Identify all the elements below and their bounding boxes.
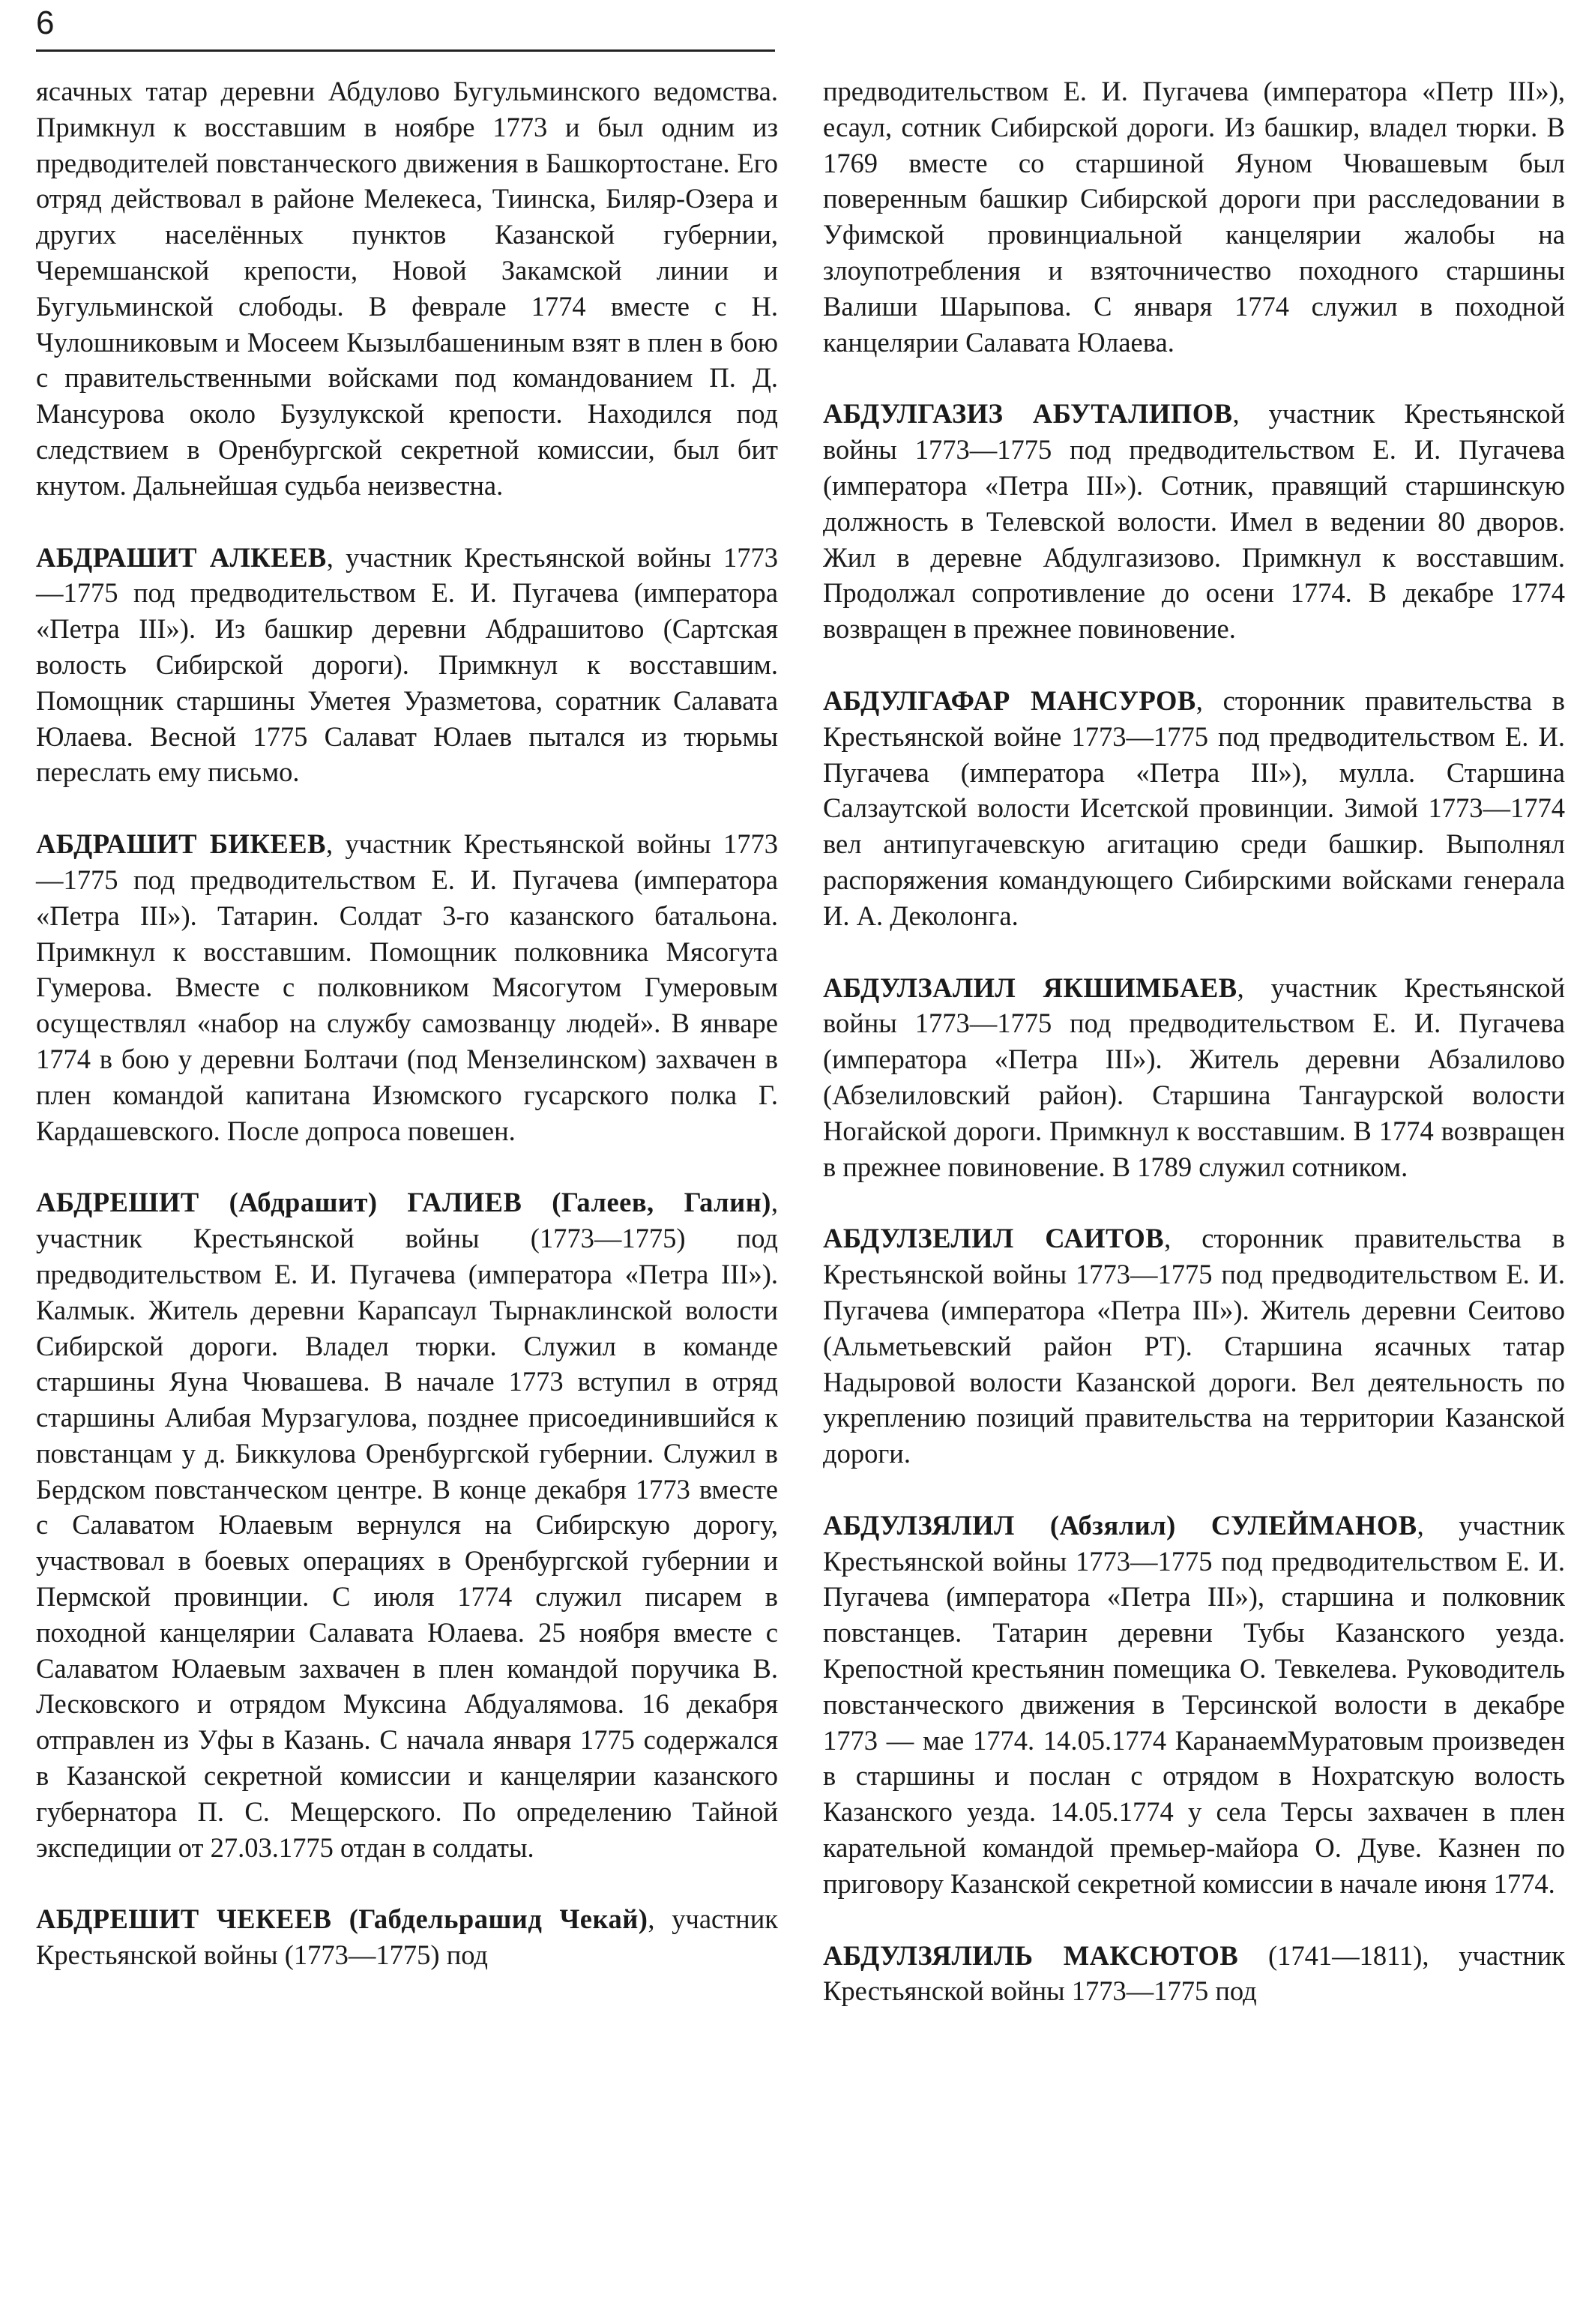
entry-text: , участник Крестьянской войны 1773—1775 под предводительством Е. И. Пугачева (императора «Петра III»). Житель деревни Абзалилово (Абзелиловский район). Старшина Тангаурской волости Ногайской дороги. Примкнул к восставшим. В 1774 возвращен в прежнее повиновение. В 1789 служил сотником. [823, 972, 1566, 1182]
entry-headword: АБДУЛЗАЛИЛ ЯКШИМБАЕВ [823, 972, 1237, 1003]
entry-headword: АБДРЕШИТ ЧЕКЕЕВ (Габдельрашид Чекай) [36, 1903, 648, 1935]
entry-abdulgafar-mansurov [823, 683, 1565, 934]
entry-abdulgaziz-abutalipov [823, 396, 1565, 647]
right-column [823, 73, 1565, 2045]
entry-abdulzyalil-suleymanov [823, 1508, 1565, 1902]
entry-abdulzelil-saitov [823, 1220, 1565, 1472]
entry-continuation [36, 73, 778, 504]
entry-text: , участник Крестьянской войны 1773—1775 под предводительством Е. И. Пугачева (императора «Петра III»). Татарин. Солдат 3-го казанского батальона. Примкнул к восставшим. Помощник полковника Мясогута Гумерова. Вместе с полковником Мясогутом Гумеровым осуществлял «набор на службу самозванцу людей». В январе 1774 в бою у деревни Болтачи (под Мензелинском) захвачен в плен командой капитана Изюмского гусарского полка Г. Кардашевского. После допроса повешен. [36, 828, 778, 1146]
entry-abdrashit-bikeev [36, 826, 778, 1149]
entry-abdulzalil-yakshimbaev [823, 970, 1565, 1185]
entry-headword: АБДУЛГАФАР МАНСУРОВ [823, 684, 1196, 716]
entry-continuation [823, 73, 1565, 360]
entry-text: , сторонник правительства в Крестьянской войны 1773—1775 под предводительством Е. И. Пугачева (императора «Петра III»). Житель деревни Сеитово (Альметьевский район РТ). Старшина ясачных татар Надыровой волости Казанской дороги. Вел деятельность по укреплению позиций правительства на территории Казанской дороги. [823, 1223, 1565, 1469]
entry-text: , сторонник правительства в Крестьянской войне 1773—1775 под предводительством Е. И. Пугачева (императора «Петра III»), мулла. Старшина Салзаутской волости Исетской провинции. Зимой 1773—1774 вел антипугачевскую агитацию среди башкир. Выполнял распоряжения командующего Сибирскими войсками генерала И. А. Деколонга. [823, 684, 1565, 931]
entry-text: , участник Крестьянской войны (1773—1775) под [36, 1903, 778, 1971]
entry-text: , участник Крестьянской войны 1773—1775 под предводительством Е. И. Пугачева (императора «Петра III»). Сотник, правящий старшинскую должность в Телевской волости. Имел в ведении 80 дворов. Жил в деревне Абдулгазизово. Примкнул к восставшим. Продолжал сопротивление до осени 1774. В декабре 1774 возвращен в прежнее повиновение. [823, 398, 1566, 645]
entry-headword: АБДУЛЗЯЛИЛЬ МАКСЮТОВ [823, 1939, 1239, 1971]
entry-headword: АБДУЛГАЗИЗ АБУТАЛИПОВ [823, 398, 1233, 430]
entry-headword: АБДУЛЗЯЛИЛ (Абзялил) СУЛЕЙМАНОВ [823, 1509, 1417, 1541]
entry-headword: АБДРАШИТ АЛКЕЕВ [36, 541, 327, 573]
entry-headword: АБДРЕШИТ (Абдрашит) ГАЛИЕВ (Галеев, Галин) [36, 1187, 771, 1218]
entry-abdreshit-galiev [36, 1184, 778, 1865]
entry-headword: АБДУЛЗЕЛИЛ САИТОВ [823, 1223, 1165, 1254]
left-column [36, 73, 778, 2009]
header-rule [36, 49, 775, 52]
entry-text: , участник Крестьянской войны 1773—1775 под предводительством Е. И. Пугачева (императора «Петра III»), старшина и полковник повстанцев. Татарин деревни Тубы Казанского уезда. Крепостной крестьянин помещика О. Тевкелева. Руководитель повстанческого движения в Терсинской волости в декабре 1773 — мае 1774. 14.05.1774 КаранаемМуратовым произведен в старшины и послан с отрядом в Нохратскую волость Казанского уезда. 14.05.1774 у села Терсы захвачен в плен карательной командой премьер-майора О. Дуве. Казнен по приговору Казанской секретной комиссии в начале июня 1774. [823, 1509, 1565, 1899]
page-number: 6 [36, 4, 55, 41]
entry-headword: АБДРАШИТ БИКЕЕВ [36, 828, 326, 860]
entry-abdulzyalil-maksyutov [823, 1938, 1565, 2010]
entry-abdrashit-alkeev [36, 540, 778, 791]
entry-text: предводительством Е. И. Пугачева (императора «Петр III»), есаул, сотник Сибирской дороги. Из башкир, владел тюрки. В 1769 вместе со старшиной Яуном Чювашевым был поверенным башкир Сибирской дороги при расследовании в Уфимской провинциальной канцелярии жалобы на злоупотребления и взяточничество походного старшины Валиши Шарыпова. С января 1774 служил в походной канцелярии Салавата Юлаева. [823, 76, 1565, 358]
entry-abdreshit-chekeev [36, 1901, 778, 1973]
entry-text: ясачных татар деревни Абдулово Бугульминского ведомства. Примкнул к восставшим в ноябре 1773 и был одним из предводителей повстанческого движения в Башкортостане. Его отряд действовал в районе Мелекеса, Тиинска, Биляр-Озера и других населённых пунктов Казанской губернии, Черемшанской крепости, Новой Закамской линии и Бугульминской слободы. В феврале 1774 вместе с Н. Чулошниковым и Мосеем Кызылбашениным взят в плен в бою с правительственными войсками под командованием П. Д. Мансурова около Бузулукской крепости. Находился под следствием в Оренбургской секретной комиссии, был бит кнутом. Дальнейшая судьба неизвестна. [36, 76, 778, 501]
entry-text: (1741—1811), участник Крестьянской войны 1773—1775 под [823, 1939, 1565, 2007]
entry-text: , участник Крестьянской войны 1773—1775 под предводительством Е. И. Пугачева (императора «Петра III»). Из башкир деревни Абдрашитово (Сартская волость Сибирской дороги). Примкнул к восставшим. Помощник старшины Уметея Уразметова, соратник Салавата Юлаева. Весной 1775 Салават Юлаев пытался из тюрьмы переслать ему письмо. [36, 541, 778, 788]
entry-text: , участник Крестьянской войны (1773—1775) под предводительством Е. И. Пугачева (императора «Петра III»). Калмык. Житель деревни Карапсаул Тырнаклинской волости Сибирской дороги. Владел тюрки. Служил в команде старшины Яуна Чювашева. В начале 1773 вступил в отряд старшины Алибая Мурзагулова, позднее присоединившийся к повстанцам у д. Биккулова Оренбургской губернии. Служил в Бердском повстанческом центре. В конце декабря 1773 вместе с Салаватом Юлаевым вернулся на Сибирскую дорогу, участвовал в боевых операциях в Оренбургской губернии и Пермской провинции. С июля 1774 служил писарем в походной канцелярии Салавата Юлаева. 25 ноября вместе с Салаватом Юлаевым захвачен в плен командой поручика В. Лесковского и отрядом Муксина Абдуалямова. 16 декабря отправлен из Уфы в Казань. С начала января 1775 содержался в Казанской секретной комиссии и канцелярии казанского губернатора П. С. Мещерского. По определению Тайной экспедиции от 27.03.1775 отдан в солдаты. [36, 1187, 778, 1863]
